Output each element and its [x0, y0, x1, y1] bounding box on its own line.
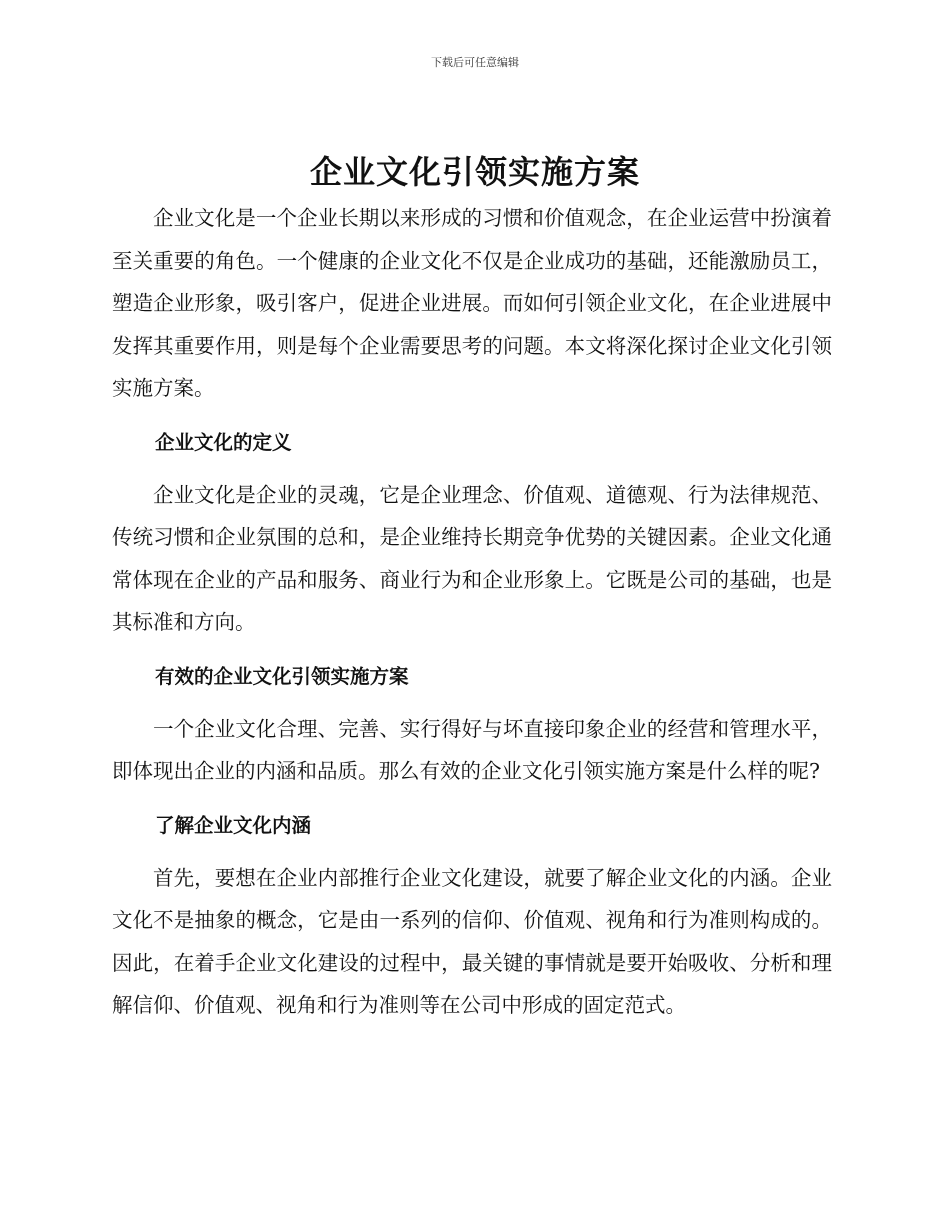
- section-heading-plan: 有效的企业文化引领实施方案: [155, 664, 409, 688]
- document-body: [112, 197, 832, 1027]
- document-title: 企业文化引领实施方案: [309, 153, 640, 191]
- section-heading-connotation: 了解企业文化内涵: [155, 813, 312, 837]
- plan-paragraph: 一个企业文化合理、完善、实行得好与坏直接印象企业的经营和管理水平，即体现出企业的内涵和品质。那么有效的企业文化引领实施方案是什么样的呢?: [112, 716, 832, 783]
- page-header-note: 下载后可任意编辑: [431, 56, 519, 69]
- connotation-paragraph: 首先，要想在企业内部推行企业文化建设，就要了解企业文化的内涵。企业文化不是抽象的概念，它是由一系列的信仰、价值观、视角和行为准则构成的。因此，在着手企业文化建设的过程中，最关键的事情就是要开始吸收、分析和理解信仰、价值观、视角和行为准则等在公司中形成的固定范式。: [112, 865, 832, 1017]
- intro-paragraph: 企业文化是一个企业长期以来形成的习惯和价值观念，在企业运营中扮演着至关重要的角色。一个健康的企业文化不仅是企业成功的基础，还能激励员工，塑造企业形象，吸引客户，促进企业进展。而如何引领企业文化，在企业进展中发挥其重要作用，则是每个企业需要思考的问题。本文将深化探讨企业文化引领实施方案。: [112, 206, 832, 400]
- definition-paragraph: 企业文化是企业的灵魂，它是企业理念、价值观、道德观、行为法律规范、传统习惯和企业氛围的总和，是企业维持长期竞争优势的关键因素。企业文化通常体现在企业的产品和服务、商业行为和企业形象上。它既是公司的基础，也是其标准和方向。: [112, 482, 832, 634]
- section-heading-definition: 企业文化的定义: [155, 430, 292, 454]
